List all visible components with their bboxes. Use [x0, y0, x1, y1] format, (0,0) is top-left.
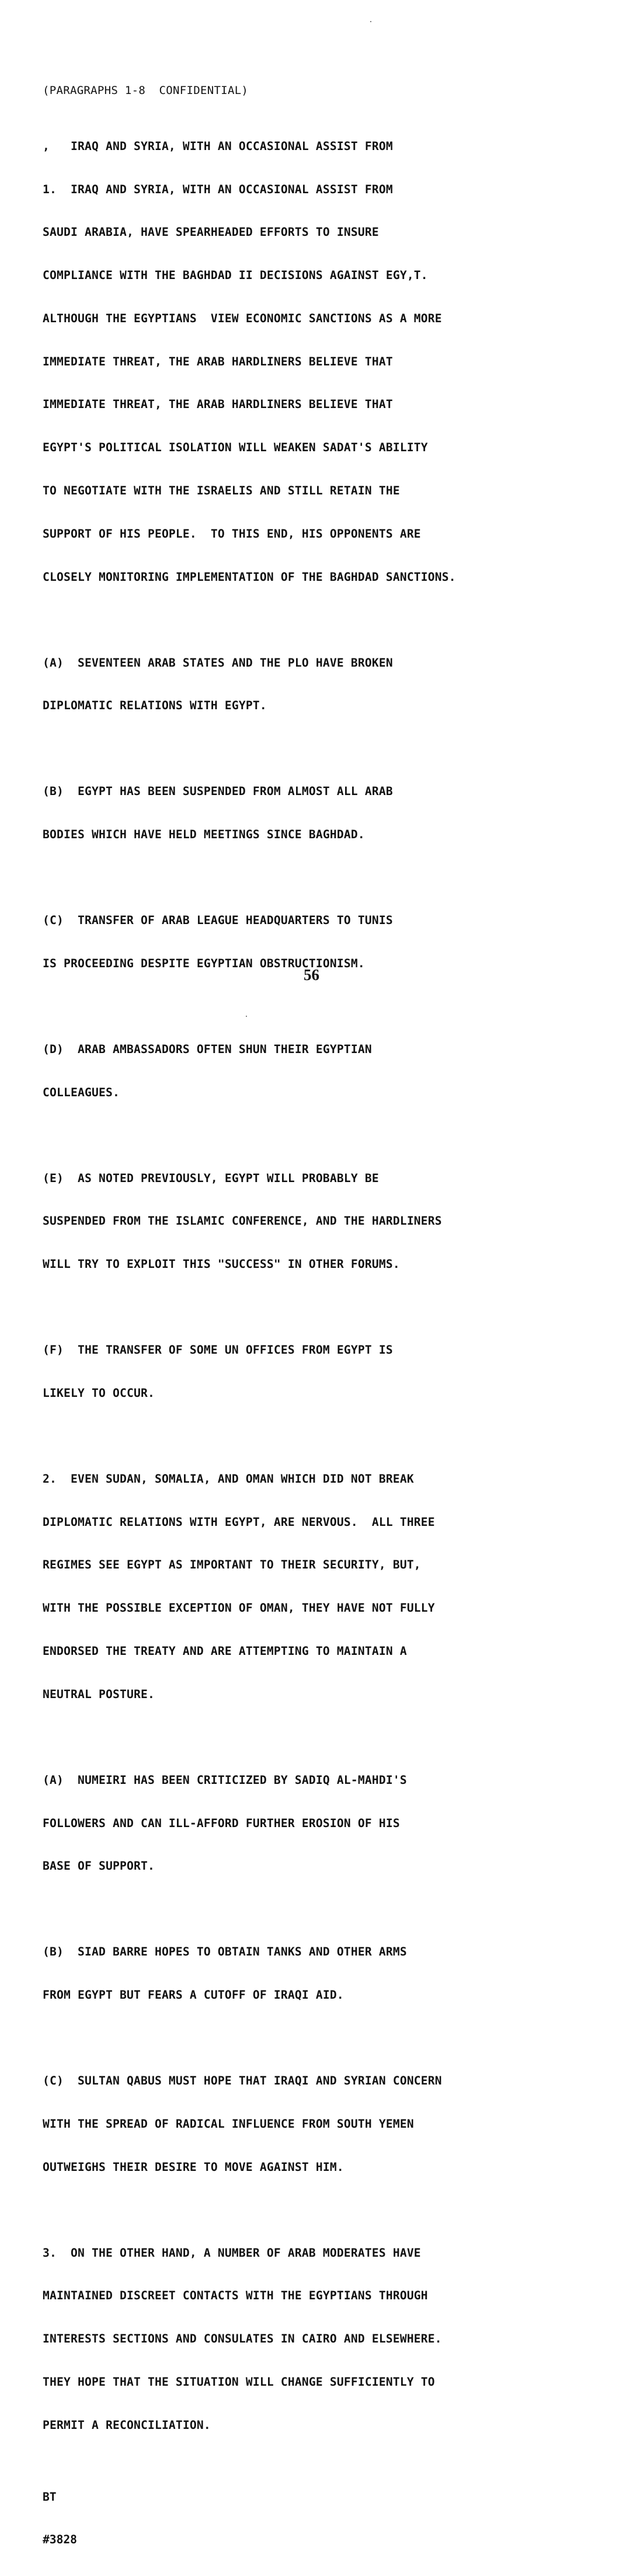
classification-header: (PARAGRAPHS 1-8 CONFIDENTIAL) — [43, 84, 249, 97]
scan-speck — [246, 1016, 247, 1017]
text-line: (A) NUMEIRI HAS BEEN CRITICIZED BY SADIQ AL-MAHDI'S — [43, 1773, 407, 1787]
text-line: NEUTRAL POSTURE. — [43, 1687, 155, 1701]
block-1e — [43, 1142, 556, 1301]
text-line: IS PROCEEDING DESPITE EGYPTIAN OBSTRUCTIONISM. — [43, 956, 365, 970]
message-number: #3828 — [43, 2533, 77, 2547]
page-number: 56 — [304, 966, 319, 984]
text-line: SAUDI ARABIA, HAVE SPEARHEADED EFFORTS TO INSURE — [43, 225, 379, 239]
text-line: WITH THE SPREAD OF RADICAL INFLUENCE FROM SOUTH YEMEN — [43, 2117, 414, 2131]
block-1b — [43, 756, 556, 871]
block-2a — [43, 1745, 556, 1903]
text-line: OUTWEIGHS THEIR DESIRE TO MOVE AGAINST HIM. — [43, 2160, 344, 2174]
block-2c — [43, 2045, 556, 2204]
text-line: (E) AS NOTED PREVIOUSLY, EGYPT WILL PROBABLY BE — [43, 1171, 379, 1185]
text-line: ALTHOUGH THE EGYPTIANS VIEW ECONOMIC SANCTIONS AS A MORE — [43, 311, 442, 325]
text-line: FROM EGYPT BUT FEARS A CUTOFF OF IRAQI AID. — [43, 1988, 344, 2002]
text-line: MAINTAINED DISCREET CONTACTS WITH THE EGYPTIANS THROUGH — [43, 2289, 428, 2303]
block-2b — [43, 1916, 556, 2031]
text-line: WILL TRY TO EXPLOIT THIS "SUCCESS" IN OTHER FORUMS. — [43, 1257, 400, 1271]
text-line: (B) EGYPT HAS BEEN SUSPENDED FROM ALMOST ALL ARAB — [43, 785, 393, 799]
text-line: 2. EVEN SUDAN, SOMALIA, AND OMAN WHICH DID NOT BREAK — [43, 1472, 414, 1486]
document-body — [43, 83, 556, 2576]
block-2 — [43, 1444, 556, 1731]
text-line: WITH THE POSSIBLE EXCEPTION OF OMAN, THEY HAVE NOT FULLY — [43, 1601, 435, 1615]
text-line: IMMEDIATE THREAT, THE ARAB HARDLINERS BELIEVE THAT — [43, 354, 393, 368]
text-line: THEY HOPE THAT THE SITUATION WILL CHANGE SUFFICIENTLY TO — [43, 2375, 435, 2389]
text-line: (B) SIAD BARRE HOPES TO OBTAIN TANKS AND OTHER ARMS — [43, 1945, 407, 1959]
text-line: REGIMES SEE EGYPT AS IMPORTANT TO THEIR SECURITY, BUT, — [43, 1558, 421, 1572]
text-line: (C) TRANSFER OF ARAB LEAGUE HEADQUARTERS TO TUNIS — [43, 914, 393, 928]
text-line: 1. IRAQ AND SYRIA, WITH AN OCCASIONAL ASSIST FROM — [43, 182, 393, 196]
scan-speck — [370, 21, 371, 22]
text-line: IMMEDIATE THREAT, THE ARAB HARDLINERS BELIEVE THAT — [43, 398, 393, 412]
text-line: BASE OF SUPPORT. — [43, 1859, 155, 1873]
break-marker: BT — [43, 2490, 57, 2504]
text-line: (A) SEVENTEEN ARAB STATES AND THE PLO HAVE BROKEN — [43, 656, 393, 670]
block-1d — [43, 1014, 556, 1129]
message-trailer — [43, 2461, 556, 2576]
text-line: ENDORSED THE TREATY AND ARE ATTEMPTING TO MAINTAIN A — [43, 1644, 407, 1658]
text-line: COMPLIANCE WITH THE BAGHDAD II DECISIONS AGAINST EGY,T. — [43, 269, 428, 283]
text-line: EGYPT'S POLITICAL ISOLATION WILL WEAKEN SADAT'S ABILITY — [43, 441, 428, 455]
text-line: COLLEAGUES. — [43, 1085, 120, 1099]
text-line: BODIES WHICH HAVE HELD MEETINGS SINCE BAGHDAD. — [43, 828, 365, 842]
text-line: CLOSELY MONITORING IMPLEMENTATION OF THE BAGHDAD SANCTIONS. — [43, 570, 456, 584]
text-line: SUPPORT OF HIS PEOPLE. TO THIS END, HIS OPPONENTS ARE — [43, 527, 421, 541]
block-3 — [43, 2217, 556, 2461]
text-line: 3. ON THE OTHER HAND, A NUMBER OF ARAB MODERATES HAVE — [43, 2246, 421, 2260]
text-line: DIPLOMATIC RELATIONS WITH EGYPT. — [43, 699, 267, 713]
text-line: LIKELY TO OCCUR. — [43, 1386, 155, 1400]
text-line: SUSPENDED FROM THE ISLAMIC CONFERENCE, AND THE HARDLINERS — [43, 1214, 442, 1228]
text-line: DIPLOMATIC RELATIONS WITH EGYPT, ARE NERVOUS. ALL THREE — [43, 1515, 435, 1529]
text-line: INTERESTS SECTIONS AND CONSULATES IN CAIRO AND ELSEWHERE. — [43, 2332, 442, 2346]
block-1 — [43, 111, 556, 614]
block-1a — [43, 627, 556, 742]
text-line: , IRAQ AND SYRIA, WITH AN OCCASIONAL ASSIST FROM — [43, 139, 393, 153]
text-line: (F) THE TRANSFER OF SOME UN OFFICES FROM EGYPT IS — [43, 1343, 393, 1357]
text-line: TO NEGOTIATE WITH THE ISRAELIS AND STILL RETAIN THE — [43, 484, 400, 498]
text-line: FOLLOWERS AND CAN ILL-AFFORD FURTHER EROSION OF HIS — [43, 1816, 400, 1830]
text-line: (D) ARAB AMBASSADORS OFTEN SHUN THEIR EGYPTIAN — [43, 1042, 372, 1056]
block-1f — [43, 1315, 556, 1430]
text-line: PERMIT A RECONCILIATION. — [43, 2418, 211, 2432]
text-line: (C) SULTAN QABUS MUST HOPE THAT IRAQI AND SYRIAN CONCERN — [43, 2074, 442, 2087]
